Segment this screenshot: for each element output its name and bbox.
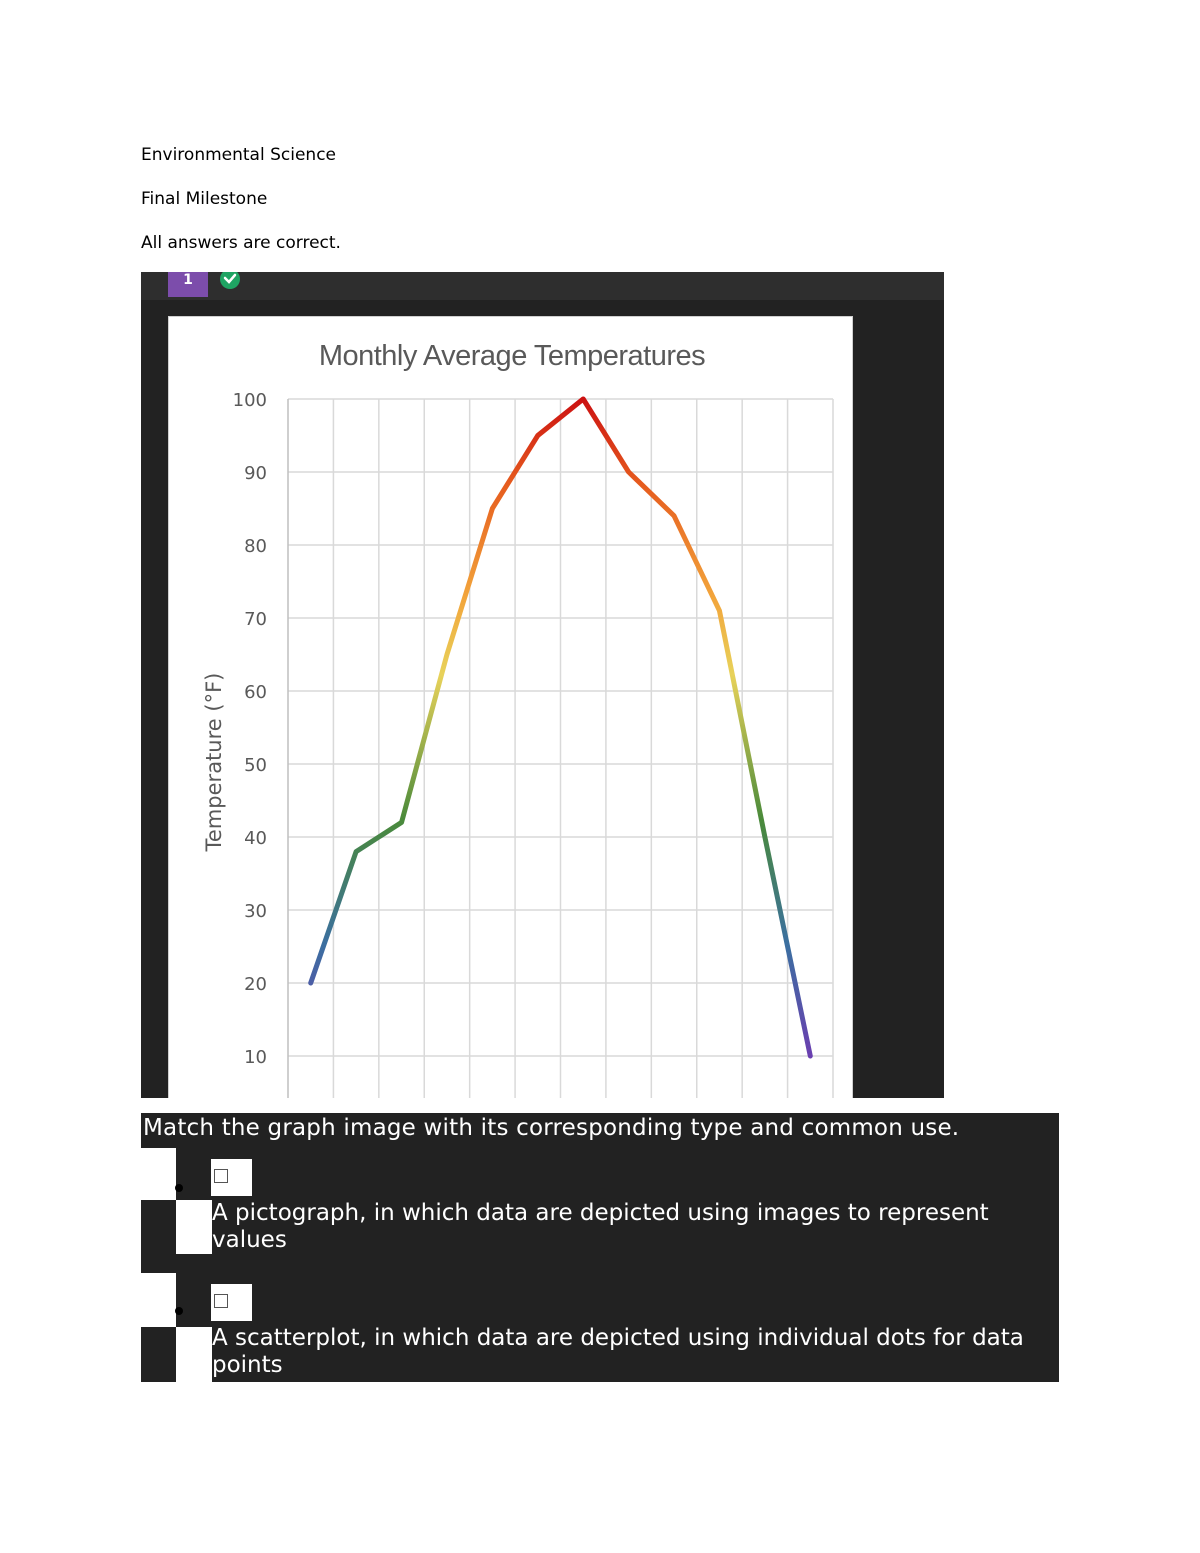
option-checkbox-2[interactable] (211, 1284, 252, 1321)
y-tick-label: 60 (244, 682, 267, 703)
question-header-strip (141, 272, 944, 300)
question-prompt: Match the graph image with its corresponding type and common use. (143, 1115, 960, 1141)
bullet-marker (175, 1184, 183, 1192)
y-tick-label: 70 (244, 609, 267, 630)
question-number-badge: 1 (168, 272, 208, 297)
option-label-2[interactable]: A scatterplot, in which data are depicted using individual dots for data points (212, 1325, 1024, 1378)
y-tick-label: 40 (244, 828, 267, 849)
y-tick-label: 20 (244, 974, 267, 995)
option-checkbox-1[interactable] (211, 1159, 252, 1196)
y-axis-label: Temperature (°F) (202, 672, 226, 852)
option-margin (176, 1327, 212, 1382)
chart-title: Monthly Average Temperatures (318, 340, 706, 372)
y-tick-label: 50 (244, 755, 267, 776)
y-tick-label: 90 (244, 463, 267, 484)
quiz-screenshot (141, 272, 944, 1098)
checkbox-icon (214, 1169, 228, 1183)
option-margin (141, 1273, 176, 1327)
milestone-title: Final Milestone (141, 189, 268, 209)
question-block (141, 1113, 1059, 1382)
y-tick-label: 30 (244, 901, 267, 922)
option-margin (176, 1200, 212, 1254)
course-title: Environmental Science (141, 145, 336, 165)
option-label-1[interactable]: A pictograph, in which data are depicted using images to represent values (212, 1200, 989, 1253)
y-tick-label: 100 (232, 390, 267, 411)
check-circle-icon (219, 272, 241, 290)
bullet-marker (175, 1307, 183, 1315)
y-axis-ticks (233, 390, 267, 1068)
y-tick-label: 10 (244, 1047, 267, 1068)
chart-grid (288, 399, 833, 1098)
y-tick-label: 80 (244, 536, 267, 557)
temperature-chart (169, 317, 854, 1098)
checkbox-icon (214, 1294, 228, 1308)
chart-card (168, 316, 853, 1098)
answers-note: All answers are correct. (141, 233, 341, 253)
option-margin (141, 1148, 176, 1200)
